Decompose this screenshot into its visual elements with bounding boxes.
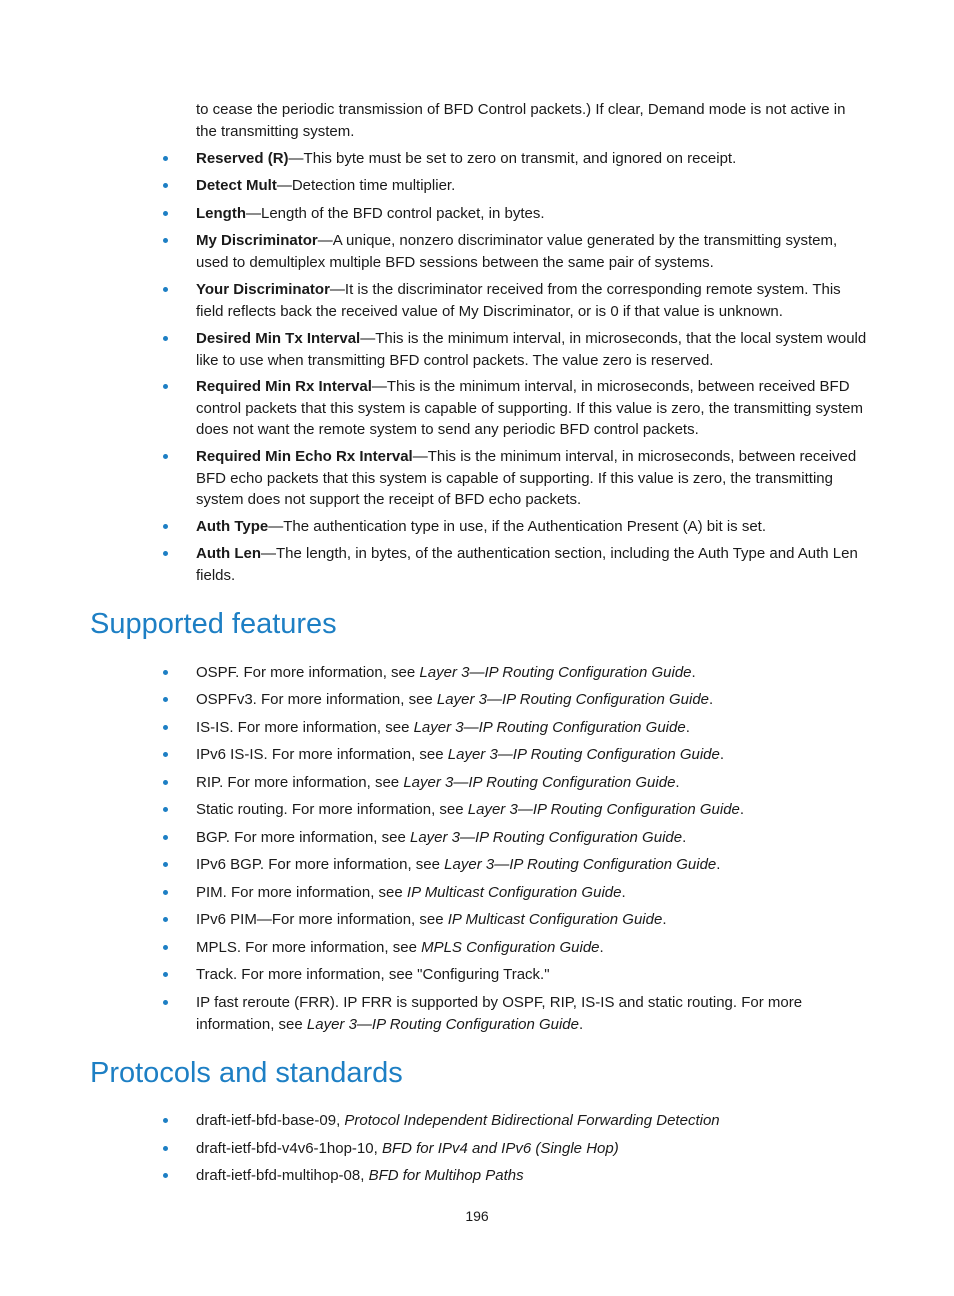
guide-reference: MPLS Configuration Guide [421, 939, 600, 956]
item-text: draft-ietf-bfd-base-09, [196, 1112, 345, 1129]
list-item [196, 328, 868, 371]
item-tail: . [621, 884, 626, 901]
list-item [196, 827, 868, 849]
item-text: IPv6 IS-IS. For more information, see [196, 746, 448, 763]
item-text: draft-ietf-bfd-v4v6-1hop-10, [196, 1140, 382, 1157]
bullet-icon [163, 972, 168, 977]
bullet-icon [163, 454, 168, 459]
item-tail: . [691, 664, 696, 681]
bullet-icon [163, 287, 168, 292]
guide-reference: Layer 3—IP Routing Configuration Guide [447, 746, 720, 763]
list-item [196, 543, 868, 586]
bullet-icon [163, 551, 168, 556]
item-tail: . [675, 774, 680, 791]
item-tail: . [662, 911, 667, 928]
page-number: 196 [465, 1208, 489, 1224]
item-tail: . [716, 856, 721, 873]
item-tail: . [682, 829, 687, 846]
bullet-icon [163, 1118, 168, 1123]
list-item [196, 799, 868, 821]
bullet-icon [163, 752, 168, 757]
list-item [196, 1138, 868, 1160]
list-item [196, 376, 868, 441]
item-tail: . [599, 939, 604, 956]
intro-continuation-paragraph: to cease the periodic transmission of BFD Control packets.) If clear, Demand mode is not active in the transmitting system. [196, 101, 846, 140]
item-text: OSPFv3. For more information, see [196, 691, 437, 708]
bullet-icon [163, 945, 168, 950]
bullet-icon [163, 890, 168, 895]
list-item [196, 175, 868, 197]
list-item [196, 662, 868, 684]
field-description: —This byte must be set to zero on transmit, and ignored on receipt. [288, 150, 737, 167]
bullet-icon [163, 238, 168, 243]
bullet-icon [163, 697, 168, 702]
standard-title: BFD for Multihop Paths [368, 1167, 524, 1184]
field-description: —Length of the BFD control packet, in bytes. [246, 205, 545, 222]
guide-reference: Layer 3—IP Routing Configuration Guide [409, 829, 683, 846]
guide-reference: Layer 3—IP Routing Configuration Guide [444, 856, 717, 873]
list-item [196, 279, 868, 322]
item-tail: . [739, 801, 745, 818]
list-item [196, 992, 868, 1035]
field-description: —A unique, nonzero discriminator value generated by the transmitting system, used to demultiplex multiple BFD sessions between the same pair of systems. [196, 232, 838, 271]
field-description: —Detection time multiplier. [276, 177, 456, 194]
guide-reference: Layer 3—IP Routing Configuration Guide [403, 774, 676, 791]
field-term: Your Discriminator [196, 281, 330, 298]
field-description: —It is the discriminator received from the corresponding remote system. This field reflects back the received value of My Discriminator, or is 0 if that value is unknown. [196, 281, 841, 320]
item-text: IPv6 BGP. For more information, see [196, 856, 445, 873]
field-term: Desired Min Tx Interval [196, 330, 361, 347]
field-term: Required Min Echo Rx Interval [196, 448, 413, 465]
field-description: —The authentication type in use, if the Authentication Present (A) bit is set. [268, 518, 766, 535]
bullet-icon [163, 1146, 168, 1151]
item-text: RIP. For more information, see [196, 774, 404, 791]
section-heading-supported-features: Supported features [90, 608, 337, 640]
bullet-icon [163, 336, 168, 341]
item-text: BGP. For more information, see [196, 829, 410, 846]
item-text: MPLS. For more information, see [196, 939, 422, 956]
item-text: Static routing. For more information, see [196, 801, 468, 818]
field-description: —This is the minimum interval, in microseconds, between received BFD echo packets that this system is capable of supporting. If this value is zero, the transmitting system does not support the receipt of BFD echo packets. [196, 448, 857, 508]
bullet-icon [163, 384, 168, 389]
bullet-icon [163, 1000, 168, 1005]
list-item [196, 937, 868, 959]
field-description: —The length, in bytes, of the authentication section, including the Auth Type and Auth Len fields. [196, 545, 858, 584]
bullet-icon [163, 183, 168, 188]
item-text: IP fast reroute (FRR). IP FRR is supported by OSPF, RIP, IS-IS and static routing. For more information, see [196, 994, 803, 1033]
list-item [196, 772, 868, 794]
standard-title: Protocol Independent Bidirectional Forwarding Detection [344, 1112, 720, 1129]
list-item [196, 1110, 868, 1132]
list-item [196, 203, 868, 225]
field-term: Detect Mult [196, 177, 277, 194]
guide-reference: Layer 3—IP Routing Configuration Guide [436, 691, 710, 708]
field-description: —This is the minimum interval, in microseconds, that the local system would like to use when transmitting BFD control packets. The value zero is reserved. [196, 330, 867, 369]
guide-reference: IP Multicast Configuration Guide [406, 884, 622, 901]
item-text: PIM. For more information, see [196, 884, 407, 901]
guide-reference: Layer 3—IP Routing Configuration Guide [306, 1015, 579, 1033]
bullet-icon [163, 1173, 168, 1178]
guide-reference: Layer 3—IP Routing Configuration Guide [467, 801, 740, 818]
bullet-icon [163, 670, 168, 675]
list-item [196, 854, 868, 876]
bullet-icon [163, 156, 168, 161]
guide-reference: IP Multicast Configuration Guide [447, 911, 663, 928]
guide-reference: Layer 3—IP Routing Configuration Guide [413, 719, 686, 736]
list-item [196, 882, 868, 904]
list-item [196, 909, 868, 931]
item-text: IPv6 PIM—For more information, see [196, 911, 448, 928]
list-item [196, 446, 868, 511]
list-item [196, 689, 868, 711]
item-text: OSPF. For more information, see [196, 664, 420, 681]
item-text: Track. For more information, see "Configuring Track." [196, 966, 550, 983]
bullet-icon [163, 835, 168, 840]
field-term: Required Min Rx Interval [196, 378, 372, 395]
bullet-icon [163, 780, 168, 785]
list-item [196, 516, 868, 538]
list-item [196, 148, 868, 170]
list-item [196, 230, 868, 273]
item-tail: . [579, 1015, 584, 1033]
list-item [196, 1165, 868, 1187]
standard-title: BFD for IPv4 and IPv6 (Single Hop) [381, 1140, 619, 1157]
item-tail: . [719, 746, 725, 763]
field-term: Length [196, 205, 246, 222]
item-tail: . [709, 691, 714, 708]
item-text: IS-IS. For more information, see [196, 719, 414, 736]
bullet-icon [163, 807, 168, 812]
guide-reference: Layer 3—IP Routing Configuration Guide [419, 664, 692, 681]
list-item [196, 964, 868, 986]
field-term: Auth Len [196, 545, 261, 562]
field-term: My Discriminator [196, 232, 318, 249]
bullet-icon [163, 917, 168, 922]
item-text: draft-ietf-bfd-multihop-08, [196, 1167, 369, 1184]
list-item [196, 717, 868, 739]
bullet-icon [163, 862, 168, 867]
list-item [196, 744, 868, 766]
bullet-icon [163, 725, 168, 730]
item-tail: . [685, 719, 690, 736]
field-term: Reserved (R) [196, 150, 289, 167]
section-heading-protocols-standards: Protocols and standards [90, 1057, 403, 1089]
bullet-icon [163, 524, 168, 529]
bullet-icon [163, 211, 168, 216]
field-description: —This is the minimum interval, in microseconds, between received BFD control packets that this system is capable of supporting. If this value is zero, the transmitting system does not want the remote system to send any periodic BFD control packets. [196, 378, 863, 438]
field-term: Auth Type [196, 518, 269, 535]
